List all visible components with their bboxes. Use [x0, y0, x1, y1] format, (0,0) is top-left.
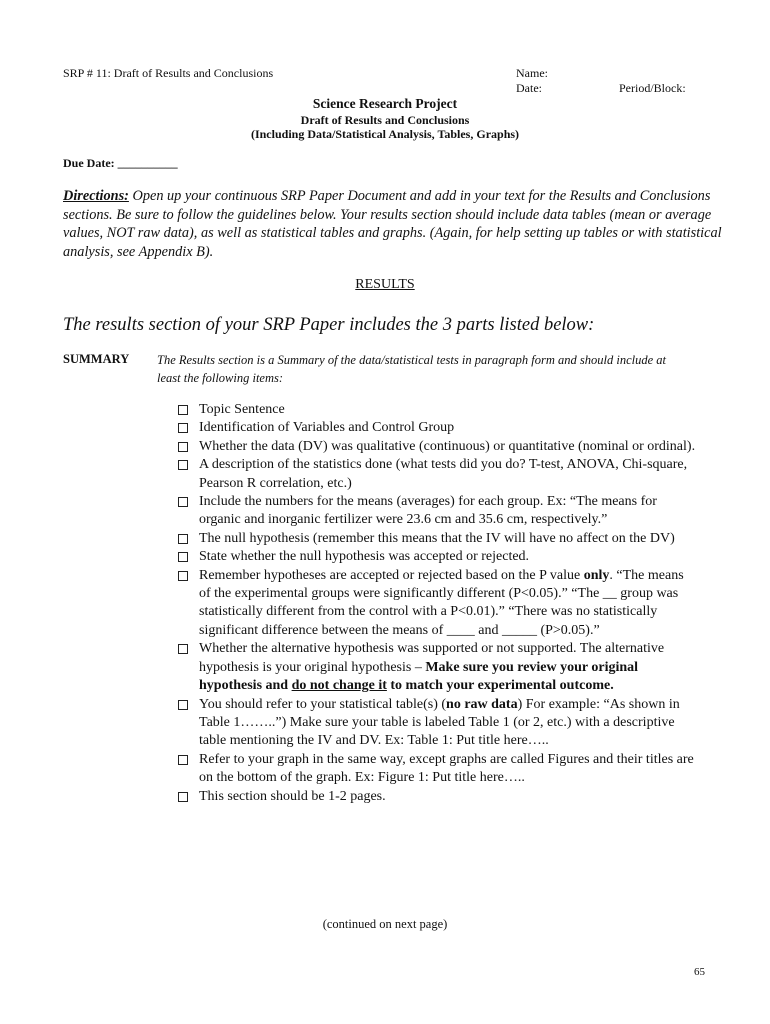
directions-text: Open up your continuous SRP Paper Document and add in your text for the Results and Conclusions sections. Be sure to follow the guidelines below. Your results section should include data tables (mean or average values, NOT raw data), as well as statistical tables and graphs. (Again, for help setting up tables or with statistical analysis, see Appendix B). — [63, 188, 722, 260]
checkbox-icon — [178, 423, 188, 433]
checkbox-icon — [178, 534, 188, 544]
period-label: Period/Block: — [619, 81, 686, 95]
list-item: You should refer to your statistical table(s) (no raw data) For example: “As shown in Table 1……..”) Make sure your table is labeled Table 1 (or 2, etc.) with a descriptive table mentioning the IV and DV. Ex: Table 1: Put title here….. — [178, 696, 698, 751]
list-item: Whether the data (DV) was qualitative (continuous) or quantitative (nominal or ordinal). — [178, 438, 698, 456]
list-item: Remember hypotheses are accepted or rejected based on the P value only. “The means of the experimental groups were significantly different (P<0.05).” “The __ group was statistically different from the control with a P<0.01).” “There was no statistically significant difference between the means of ____ and _____ (P>0.05).” — [178, 567, 698, 641]
page-number: 65 — [694, 966, 705, 978]
checkbox-icon — [178, 405, 188, 415]
results-intro: The results section of your SRP Paper includes the 3 parts listed below: — [63, 315, 595, 335]
list-item: Whether the alternative hypothesis was supported or not supported. The alternative hypothesis is your original hypothesis – Make sure you review your original hypothesis and do not change it to match your experimental outcome. — [178, 640, 698, 695]
header-doc-label: SRP # 11: Draft of Results and Conclusions — [63, 66, 274, 80]
results-heading: RESULTS — [355, 277, 415, 292]
page-subtitle-2: (Including Data/Statistical Analysis, Tables, Graphs) — [250, 127, 520, 141]
list-item: The null hypothesis (remember this means that the IV will have no affect on the DV) — [178, 530, 698, 548]
list-item: Topic Sentence — [178, 401, 698, 419]
directions-paragraph — [63, 187, 723, 261]
results-checklist — [178, 401, 698, 806]
checkbox-icon — [178, 792, 188, 802]
summary-text: The Results section is a Summary of the data/statistical tests in paragraph form and should include at least the following items: — [157, 353, 667, 385]
summary-label: SUMMARY — [63, 352, 130, 366]
list-item: Refer to your graph in the same way, except graphs are called Figures and their titles are on the bottom of the graph. Ex: Figure 1: Put title here….. — [178, 751, 698, 788]
list-item: This section should be 1-2 pages. — [178, 788, 698, 806]
page-title: Science Research Project — [312, 96, 458, 111]
list-item: Identification of Variables and Control Group — [178, 419, 698, 437]
checkbox-icon — [178, 755, 188, 765]
date-label: Date: — [516, 81, 542, 95]
checkbox-icon — [178, 442, 188, 452]
checkbox-icon — [178, 700, 188, 710]
directions-lead: Directions: — [63, 188, 129, 204]
name-label: Name: — [516, 66, 548, 80]
checkbox-icon — [178, 497, 188, 507]
checkbox-icon — [178, 571, 188, 581]
checkbox-icon — [178, 552, 188, 562]
checkbox-icon — [178, 644, 188, 654]
list-item: State whether the null hypothesis was accepted or rejected. — [178, 548, 698, 566]
checkbox-icon — [178, 460, 188, 470]
page-subtitle: Draft of Results and Conclusions — [300, 113, 470, 127]
list-item: A description of the statistics done (what tests did you do? T-test, ANOVA, Chi-square, Pearson R correlation, etc.) — [178, 456, 698, 493]
list-item: Include the numbers for the means (averages) for each group. Ex: “The means for organic and inorganic fertilizer were 23.6 cm and 35.6 cm, respectively.” — [178, 493, 698, 530]
due-date: Due Date: __________ — [63, 156, 178, 170]
continued-note: (continued on next page) — [322, 917, 448, 931]
